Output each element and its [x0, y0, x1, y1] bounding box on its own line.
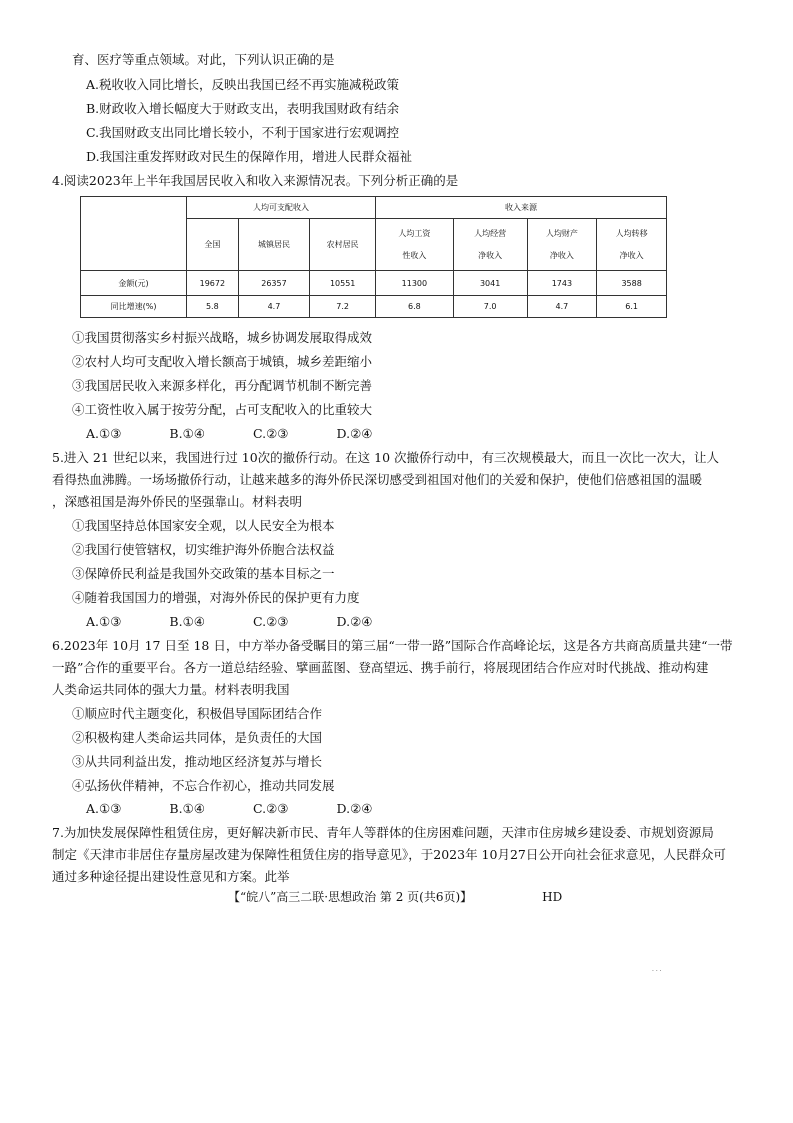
table-cell: 6.8 — [376, 296, 454, 318]
q5-statement-1: ①我国坚持总体国家安全观，以人民安全为根本 — [72, 518, 335, 533]
q5-stem-line-1: 5.进入 21 世纪以来，我国进行过 10次的撤侨行动。在这 10 次撤侨行动中，有三次规模最大，而且一次比一次大，让人 — [52, 450, 720, 465]
q3-option-d: D.我国注重发挥财政对民生的保障作用，增进人民群众福祉 — [86, 149, 413, 164]
choice-a: A.①③ — [86, 801, 122, 816]
table-group-disposable-income: 人均可支配收入 — [187, 197, 376, 219]
col-header-wage: 人均工资 性收入 — [376, 219, 454, 271]
row-label-growth: 同比增速(%) — [81, 296, 187, 318]
choice-c: C.②③ — [253, 614, 289, 629]
row-label-amount: 金额(元) — [81, 271, 187, 296]
q5-choices — [86, 614, 420, 630]
table-cell: 4.7 — [238, 296, 310, 318]
q6-stem-line-1: 6.2023年 10月 17 日至 18 日，中方举办备受瞩目的第三届“一带一路”国际合作高峰论坛，这是各方共商高质量共建“一带 — [52, 638, 733, 653]
choice-a: A.①③ — [86, 426, 122, 441]
choice-c: C.②③ — [253, 801, 289, 816]
table-cell: 7.2 — [310, 296, 376, 318]
col-header-rural: 农村居民 — [310, 219, 376, 271]
choice-a: A.①③ — [86, 614, 122, 629]
choice-d: D.②④ — [336, 614, 373, 629]
income-table — [80, 196, 667, 318]
q3-option-b: B.财政收入增长幅度大于财政支出，表明我国财政有结余 — [86, 101, 400, 116]
q3-stem-tail: 育、医疗等重点领域。对此，下列认识正确的是 — [72, 52, 335, 67]
q6-statement-3: ③从共同利益出发，推动地区经济复苏与增长 — [72, 754, 323, 769]
choice-b: B.①④ — [169, 614, 205, 629]
q3-option-c: C.我国财政支出同比增长较小，不利于国家进行宏观调控 — [86, 125, 400, 140]
q5-stem-line-3: ，深感祖国是海外侨民的坚强靠山。材料表明 — [52, 494, 303, 509]
q6-stem-line-3: 人类命运共同体的强大力量。材料表明我国 — [52, 682, 290, 697]
table-cell: 19672 — [187, 271, 239, 296]
col-header-property: 人均财产 净收入 — [527, 219, 597, 271]
q7-stem-line-1: 7.为加快发展保障性租赁住房，更好解决新市民、青年人等群体的住房困难问题，天津市住房城乡建设委、市规划资源局 — [52, 825, 714, 840]
table-cell: 6.1 — [597, 296, 667, 318]
q6-choices — [86, 801, 420, 817]
footer-title: 【“皖八”高三二联·思想政治 第 2 页(共6页)】 — [228, 890, 473, 904]
q6-statement-1: ①顺应时代主题变化，积极倡导国际团结合作 — [72, 706, 323, 721]
choice-d: D.②④ — [336, 801, 373, 816]
col-header-urban: 城镇居民 — [238, 219, 310, 271]
table-cell: 3041 — [453, 271, 527, 296]
choice-b: B.①④ — [169, 801, 205, 816]
q5-statement-2: ②我国行使管辖权，切实维护海外侨胞合法权益 — [72, 542, 335, 557]
q5-statement-4: ④随着我国国力的增强，对海外侨民的保护更有力度 — [72, 590, 360, 605]
table-cell: 10551 — [310, 271, 376, 296]
q6-stem-line-2: 一路”合作的重要平台。各方一道总结经验、擘画蓝图、登高望远、携手前行，将展现团结合作应对时代挑战、推动构建 — [52, 660, 709, 675]
table-cell: 7.0 — [453, 296, 527, 318]
q4-stem: 4.阅读2023年上半年我国居民收入和收入来源情况表。下列分析正确的是 — [52, 173, 459, 188]
table-row — [81, 271, 667, 296]
table-cell: 5.8 — [187, 296, 239, 318]
q3-option-a: A.税收收入同比增长，反映出我国已经不再实施减税政策 — [86, 77, 400, 92]
table-cell: 1743 — [527, 271, 597, 296]
page-footer — [228, 888, 562, 905]
choice-d: D.②④ — [336, 426, 373, 441]
q4-statement-1: ①我国贯彻落实乡村振兴战略，城乡协调发展取得成效 — [72, 330, 373, 345]
table-group-income-source: 收入来源 — [376, 197, 667, 219]
q4-choices — [86, 426, 420, 442]
q5-stem-line-2: 看得热血沸腾。一场场撤侨行动，让越来越多的海外侨民深切感受到祖国对他们的关爱和保护，使他们倍感祖国的温暖 — [52, 472, 703, 487]
table-row — [81, 296, 667, 318]
q7-stem-line-2: 制定《天津市非居住存量房屋改建为保障性租赁住房的指导意见》，于2023年 10月27日公开向社会征求意见，人民群众可 — [52, 847, 726, 862]
table-cell: 11300 — [376, 271, 454, 296]
table-corner-cell — [81, 197, 187, 271]
scan-mark-decoration: · · · — [652, 968, 662, 975]
q4-statement-2: ②农村人均可支配收入增长额高于城镇，城乡差距缩小 — [72, 354, 373, 369]
q4-statement-4: ④工资性收入属于按劳分配，占可支配收入的比重较大 — [72, 402, 373, 417]
q7-stem-line-3: 通过多种途径提出建设性意见和方案。此举 — [52, 869, 290, 884]
choice-c: C.②③ — [253, 426, 289, 441]
col-header-national: 全国 — [187, 219, 239, 271]
q5-statement-3: ③保障侨民利益是我国外交政策的基本目标之一 — [72, 566, 335, 581]
choice-b: B.①④ — [169, 426, 205, 441]
q6-statement-2: ②积极构建人类命运共同体，是负责任的大国 — [72, 730, 323, 745]
q4-statement-3: ③我国居民收入来源多样化，再分配调节机制不断完善 — [72, 378, 373, 393]
table-cell: 3588 — [597, 271, 667, 296]
q6-statement-4: ④弘扬伙伴精神，不忘合作初心，推动共同发展 — [72, 778, 335, 793]
table-cell: 26357 — [238, 271, 310, 296]
footer-code: HD — [542, 890, 563, 904]
table-cell: 4.7 — [527, 296, 597, 318]
col-header-transfer: 人均转移 净收入 — [597, 219, 667, 271]
col-header-business: 人均经营 净收入 — [453, 219, 527, 271]
